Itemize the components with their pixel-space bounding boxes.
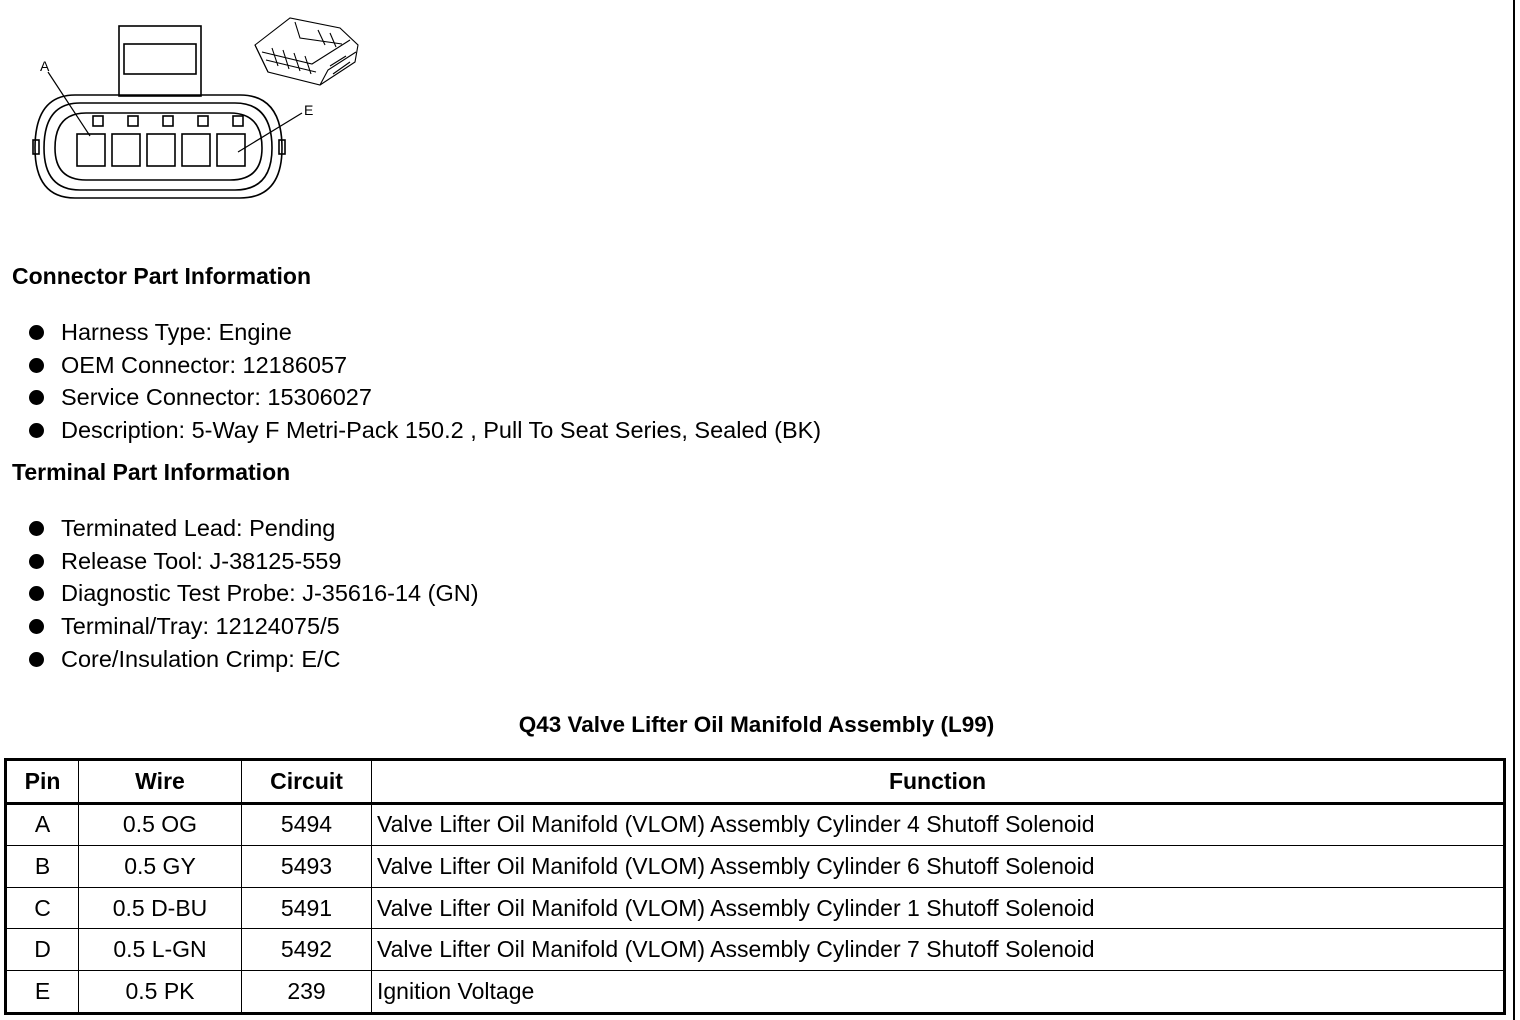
terminal-tray: Terminal/Tray: 12124075/5 (61, 613, 340, 640)
connector-diagram (0, 0, 380, 215)
terminal-lock-b (128, 116, 138, 126)
table-row (6, 929, 1505, 971)
table-row (6, 846, 1505, 888)
bullet-icon (29, 619, 44, 634)
connector-description: Description: 5-Way F Metri-Pack 150.2 , Pull To Seat Series, Sealed (BK) (61, 417, 822, 444)
pinout-table (4, 758, 1506, 1015)
bullet-icon (29, 652, 44, 667)
table-row (6, 887, 1505, 929)
cell-circuit: 5491 (242, 887, 372, 929)
pin-label-e: E (304, 102, 314, 118)
bullet-icon (29, 586, 44, 601)
terminal-info-title: Terminal Part Information (12, 459, 291, 485)
leader-line-a (48, 72, 90, 136)
terminal-lock-c (163, 116, 173, 126)
cell-circuit: 239 (242, 970, 372, 1013)
cell-circuit: 5494 (242, 803, 372, 846)
header-function: Function (372, 760, 1505, 804)
connector-body-inner (55, 113, 262, 180)
cell-pin: C (6, 887, 79, 929)
terminal-lock-e (233, 116, 243, 126)
cell-circuit: 5493 (242, 846, 372, 888)
cavity-a (77, 134, 105, 166)
list-item (29, 382, 821, 415)
list-item (29, 512, 479, 545)
table-row (6, 803, 1505, 846)
latch-window (124, 44, 196, 74)
bullet-icon (29, 423, 44, 438)
connector-face-drawing (0, 0, 380, 215)
cell-function: Valve Lifter Oil Manifold (VLOM) Assembly Cylinder 7 Shutoff Solenoid (372, 929, 1505, 971)
connector-isometric-view (255, 18, 358, 85)
table-header-row (6, 760, 1505, 804)
header-pin: Pin (6, 760, 79, 804)
header-wire: Wire (79, 760, 242, 804)
cell-circuit: 5492 (242, 929, 372, 971)
leader-line-e (238, 113, 302, 152)
terminal-lock-d (198, 116, 208, 126)
cavity-b (112, 134, 140, 166)
bullet-icon (29, 521, 44, 536)
side-tab-left (33, 140, 39, 154)
cavity-c (147, 134, 175, 166)
table-caption: Q43 Valve Lifter Oil Manifold Assembly (L99) (518, 712, 995, 737)
release-tool: Release Tool: J-38125-559 (61, 547, 342, 574)
list-item (29, 643, 479, 676)
cell-function: Valve Lifter Oil Manifold (VLOM) Assembly Cylinder 4 Shutoff Solenoid (372, 803, 1505, 846)
diagnostic-test-probe: Diagnostic Test Probe: J-35616-14 (GN) (61, 580, 479, 607)
connector-info-title: Connector Part Information (12, 263, 312, 289)
list-item (29, 610, 479, 643)
cell-wire: 0.5 L-GN (79, 929, 242, 971)
cell-function: Valve Lifter Oil Manifold (VLOM) Assembly Cylinder 1 Shutoff Solenoid (372, 887, 1505, 929)
list-item (29, 578, 479, 611)
table-row (6, 970, 1505, 1013)
oem-connector: OEM Connector: 12186057 (61, 351, 348, 378)
list-item (29, 545, 479, 578)
terminated-lead: Terminated Lead: Pending (61, 514, 336, 541)
pin-label-a: A (40, 58, 50, 74)
bullet-icon (29, 390, 44, 405)
terminal-lock-a (93, 116, 103, 126)
cell-wire: 0.5 D-BU (79, 887, 242, 929)
cell-function: Valve Lifter Oil Manifold (VLOM) Assembly Cylinder 6 Shutoff Solenoid (372, 846, 1505, 888)
list-item (29, 316, 821, 349)
service-connector: Service Connector: 15306027 (61, 384, 372, 411)
header-circuit: Circuit (242, 760, 372, 804)
cell-pin: A (6, 803, 79, 846)
page-right-border (1513, 0, 1515, 1020)
list-item (29, 414, 821, 447)
cell-function: Ignition Voltage (372, 970, 1505, 1013)
bullet-icon (29, 554, 44, 569)
cell-pin: E (6, 970, 79, 1013)
terminal-info-list (29, 512, 479, 676)
cell-wire: 0.5 PK (79, 970, 242, 1013)
list-item (29, 349, 821, 382)
cell-wire: 0.5 GY (79, 846, 242, 888)
cell-pin: B (6, 846, 79, 888)
bullet-icon (29, 325, 44, 340)
cell-pin: D (6, 929, 79, 971)
connector-info-list (29, 316, 821, 447)
cell-wire: 0.5 OG (79, 803, 242, 846)
harness-type: Harness Type: Engine (61, 318, 292, 345)
cavity-d (182, 134, 210, 166)
core-insulation-crimp: Core/Insulation Crimp: E/C (61, 646, 341, 673)
bullet-icon (29, 358, 44, 373)
latch-outer (119, 26, 201, 96)
